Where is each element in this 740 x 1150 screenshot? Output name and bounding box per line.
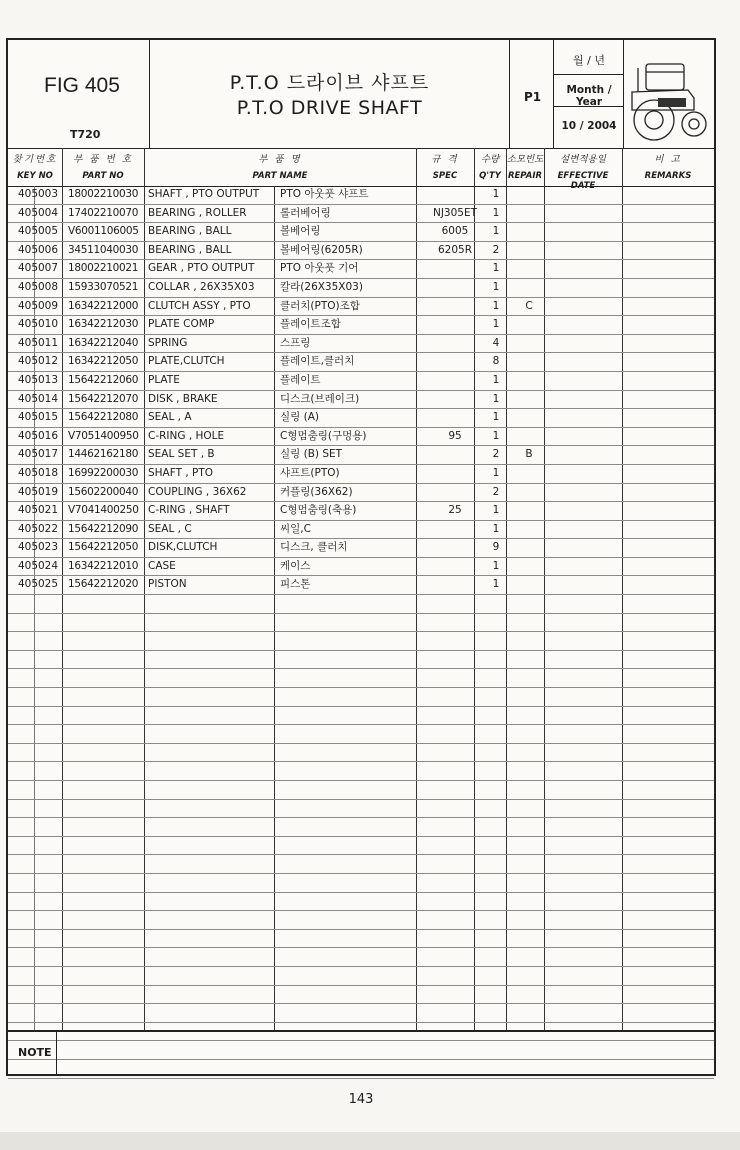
table-row [8,874,714,893]
table-row [8,744,714,763]
quantity: 1 [492,504,500,517]
part-name-korean: 디스크(브레이크) [280,392,360,405]
part-name-english: C-RING , HOLE [148,429,225,442]
part-name-english: PLATE [148,373,180,386]
table-row [8,651,714,670]
date-box [554,40,624,148]
table-row [8,707,714,726]
note-label: NOTE [18,1046,52,1059]
repair-code: C [525,299,533,312]
table-row [8,725,714,744]
table-row [8,632,714,651]
part-name-english: PISTON [148,578,187,591]
part-name-korean: 롤러베어링 [280,206,331,219]
part-number: 15642212050 [68,541,139,554]
quantity: 1 [492,392,500,405]
table-row [8,762,714,781]
table-row [8,967,714,986]
quantity: 1 [492,188,500,200]
page-code: P1 [524,90,542,104]
table-row [8,595,714,614]
table-row [8,614,714,633]
part-number: 15933070521 [68,280,139,293]
quantity: 1 [492,522,500,535]
quantity: 1 [492,206,500,219]
table-row [8,502,714,521]
part-name-english: DISK , BRAKE [148,392,218,405]
part-name-korean: 스프링 [280,336,311,349]
table-row [8,353,714,372]
table-row [8,837,714,856]
date-value: 10 / 2004 [561,120,617,132]
parts-table-body [8,186,714,1079]
part-name-korean: 칼라(26X35X03) [280,280,363,293]
part-name-english: COUPLING , 36X62 [148,485,247,498]
key-no-item: 014 [38,392,59,405]
table-row [8,186,714,205]
quantity: 1 [492,578,500,591]
part-number: 15642212070 [68,392,139,405]
part-number: 18002210030 [68,188,139,200]
table-row [8,558,714,577]
table-row [8,1004,714,1023]
key-no-item: 013 [38,373,59,386]
key-no-item: 023 [38,541,59,554]
key-no-group: 405 [18,541,39,554]
table-row [8,893,714,912]
key-no-group: 405 [18,373,39,386]
part-name-korean: C형멈춤링(구멍용) [280,429,367,442]
model-number: T720 [70,128,101,141]
quantity: 1 [492,318,500,331]
part-number: 16342212050 [68,355,139,368]
key-no-group: 405 [18,262,39,275]
part-number: 34511040030 [68,243,139,256]
part-name-english: SEAL , A [148,411,192,424]
part-name-english: C-RING , SHAFT [148,504,230,517]
key-no-group: 405 [18,504,39,517]
part-name-korean: 실링 (A) [280,411,319,424]
part-name-english: BEARING , BALL [148,225,232,238]
col-key-no: 찾기번호 KEY NO [12,154,58,181]
key-no-group: 405 [18,206,39,219]
part-number: 16992200030 [68,466,139,479]
part-name-korean: 피스톤 [280,578,311,591]
key-no-group: 405 [18,355,39,368]
part-number: 18002210021 [68,262,139,275]
col-spec: 규 격 SPEC [431,154,459,181]
part-name-english: DISK,CLUTCH [148,541,218,554]
table-row [8,242,714,261]
part-name-english: BEARING , ROLLER [148,206,247,219]
key-no-item: 018 [38,466,59,479]
key-no-item: 025 [38,578,59,591]
table-row [8,539,714,558]
title-korean: P.T.O 드라이브 샤프트 [229,72,430,94]
table-row [8,372,714,391]
part-name-korean: 플레이트 [280,373,321,386]
key-no-item: 006 [38,243,59,256]
table-row [8,335,714,354]
part-name-korean: 샤프트(PTO) [280,466,340,479]
key-no-group: 405 [18,225,39,238]
col-qty: 수량 Q'TY [479,154,501,181]
table-row [8,986,714,1005]
key-no-group: 405 [18,336,39,349]
quantity: 1 [492,559,500,572]
repair-code: B [525,448,533,461]
column-headers [8,148,714,191]
part-name-english: SHAFT , PTO OUTPUT [148,188,260,200]
col-remarks: 비 고 REMARKS [644,154,692,181]
table-row [8,298,714,317]
part-name-english: PLATE,CLUTCH [148,355,225,368]
spec-value: 95 [448,429,462,442]
part-name-english: COLLAR , 26X35X03 [148,280,255,293]
part-name-english: SPRING [148,336,188,349]
key-no-group: 405 [18,578,39,591]
key-no-item: 017 [38,448,59,461]
table-row [8,800,714,819]
part-name-korean: 클러치(PTO)조합 [280,299,360,312]
tractor-image-box [624,40,714,148]
part-name-korean: 케이스 [280,559,311,572]
part-name-korean: 디스크, 클러치 [280,541,348,554]
quantity: 1 [492,299,500,312]
spec-value: 6005 [441,225,469,238]
key-no-item: 003 [38,188,59,200]
quantity: 1 [492,262,500,275]
part-name-korean: 볼베어링(6205R) [280,243,363,256]
key-no-item: 007 [38,262,59,275]
table-row [8,930,714,949]
key-no-group: 405 [18,559,39,572]
key-no-item: 022 [38,522,59,535]
key-no-item: 024 [38,559,59,572]
col-effective-date: 설변적용일 EFFECTIVE DATE [557,154,609,191]
part-number: V6001106005 [68,225,139,238]
sheet-header [8,40,714,149]
key-no-group: 405 [18,299,39,312]
key-no-item: 004 [38,206,59,219]
key-no-group: 405 [18,318,39,331]
quantity: 2 [492,448,500,461]
table-row [8,260,714,279]
part-number: 15642212020 [68,578,139,591]
col-repair: 소모빈도 REPAIR [506,154,544,181]
part-name-korean: 플레이트조합 [280,318,341,331]
table-row [8,465,714,484]
table-row [8,688,714,707]
part-number: 16342212010 [68,559,139,572]
figure-number: FIG 405 [44,74,120,97]
part-number: 15642212060 [68,373,139,386]
table-row [8,446,714,465]
spec-value: NJ305ET [432,206,478,219]
key-no-item: 008 [38,280,59,293]
table-row [8,911,714,930]
page-number: 143 [348,1092,374,1107]
part-name-english: SHAFT , PTO [148,466,214,479]
table-row [8,205,714,224]
note-area [8,1030,714,1076]
part-name-korean: 실링 (B) SET [280,448,343,461]
quantity: 1 [492,373,500,386]
quantity: 4 [492,336,500,349]
part-number: 15602200040 [68,485,139,498]
key-no-group: 405 [18,188,39,200]
part-name-english: BEARING , BALL [148,243,232,256]
part-number: 17402210070 [68,206,139,219]
date-label-english: Month / Year [566,84,612,108]
part-name-english: SEAL , C [148,522,192,535]
part-number: 15642212090 [68,522,139,535]
table-row [8,409,714,428]
table-row [8,223,714,242]
part-name-korean: 씨일,C [280,522,311,535]
part-number: 15642212080 [68,411,139,424]
key-no-group: 405 [18,392,39,405]
key-no-item: 009 [38,299,59,312]
key-no-item: 010 [38,318,59,331]
table-row [8,316,714,335]
tractor-icon [624,40,714,148]
part-name-english: SEAL SET , B [148,448,215,461]
parts-sheet [6,38,716,1076]
quantity: 1 [492,225,500,238]
spec-value: 6205R [437,243,473,256]
quantity: 1 [492,466,500,479]
table-row [8,781,714,800]
table-row [8,428,714,447]
key-no-item: 005 [38,225,59,238]
key-no-group: 405 [18,466,39,479]
part-name-english: CLUTCH ASSY , PTO [148,299,251,312]
table-row [8,521,714,540]
key-no-item: 015 [38,411,59,424]
part-name-korean: C형멈춤링(축용) [280,504,357,517]
part-number: 16342212040 [68,336,139,349]
page-box [510,40,554,148]
key-no-item: 016 [38,429,59,442]
key-no-group: 405 [18,448,39,461]
part-name-korean: 플레이트,클러치 [280,355,355,368]
table-row [8,484,714,503]
title-english: P.T.O DRIVE SHAFT [236,97,423,119]
key-no-item: 011 [38,336,59,349]
quantity: 2 [492,485,500,498]
part-name-korean: 커플링(36X62) [280,485,353,498]
col-part-name: 부 품 명 PART NAME [252,154,308,181]
part-name-korean: PTO 아웃풋 샤프트 [280,188,369,200]
key-no-item: 021 [38,504,59,517]
part-number: 16342212000 [68,299,139,312]
part-name-korean: 볼베어링 [280,225,321,238]
quantity: 8 [492,355,500,368]
key-no-group: 405 [18,411,39,424]
key-no-group: 405 [18,485,39,498]
part-number: 16342212030 [68,318,139,331]
part-number: V7051400950 [68,429,139,442]
part-name-english: GEAR , PTO OUTPUT [148,262,255,275]
table-row [8,669,714,688]
key-no-item: 012 [38,355,59,368]
key-no-group: 405 [18,429,39,442]
part-number: 14462162180 [68,448,139,461]
table-row [8,279,714,298]
title-box [150,40,510,148]
quantity: 2 [492,243,500,256]
date-label-korean: 월 / 년 [573,54,605,67]
part-name-english: PLATE COMP [148,318,215,331]
quantity: 1 [492,280,500,293]
col-part-no: 부 품 번 호 PART NO [73,154,133,181]
quantity: 1 [492,411,500,424]
table-row [8,855,714,874]
spec-value: 25 [448,504,462,517]
quantity: 9 [492,541,500,554]
key-no-item: 019 [38,485,59,498]
key-no-group: 405 [18,280,39,293]
table-row [8,576,714,595]
part-name-english: CASE [148,559,176,572]
table-row [8,818,714,837]
key-no-group: 405 [18,243,39,256]
table-row [8,391,714,410]
key-no-group: 405 [18,522,39,535]
part-name-korean: PTO 아웃풋 기어 [280,262,359,275]
figure-box [8,40,150,148]
table-row [8,948,714,967]
part-number: V7041400250 [68,504,139,517]
quantity: 1 [492,429,500,442]
